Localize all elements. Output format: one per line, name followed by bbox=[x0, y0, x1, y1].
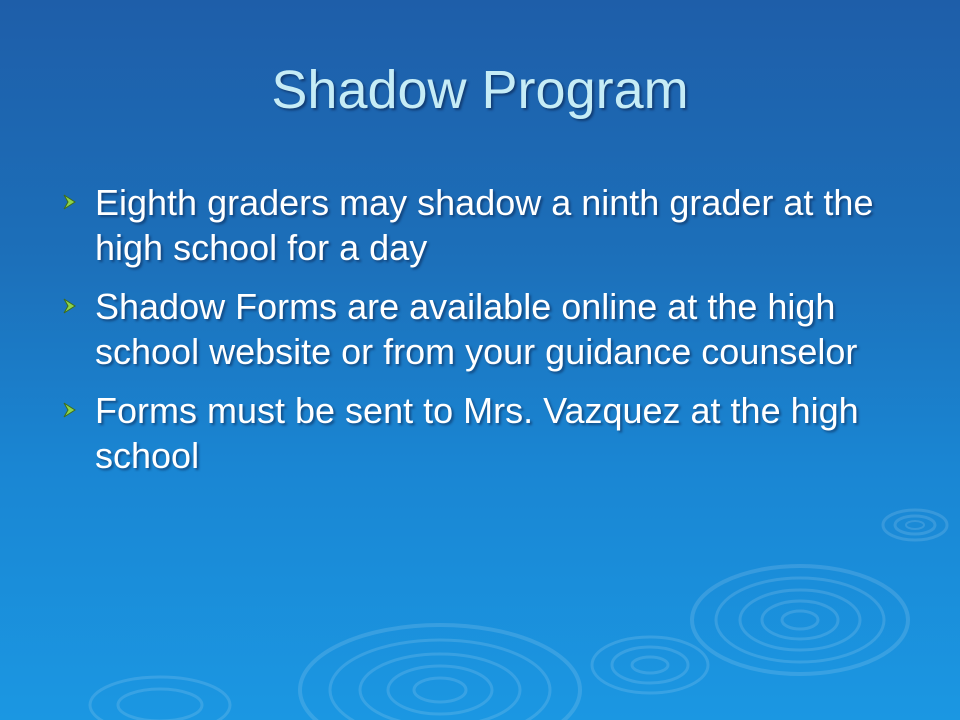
bullet-item bbox=[60, 180, 940, 270]
bullet-item bbox=[60, 388, 940, 478]
slide-title: Shadow Program bbox=[271, 60, 689, 120]
bullet-text: Shadow Forms are available online at the high school website or from your guidance counselor bbox=[95, 286, 858, 372]
bullet-item bbox=[60, 284, 940, 374]
bullet-text: Eighth graders may shadow a ninth grader at the high school for a day bbox=[95, 182, 874, 268]
arrow-bullet-icon bbox=[60, 400, 80, 420]
arrow-bullet-icon bbox=[60, 192, 80, 212]
arrow-bullet-icon bbox=[60, 296, 80, 316]
bullet-text: Forms must be sent to Mrs. Vazquez at the high school bbox=[95, 390, 859, 476]
bullet-list bbox=[60, 180, 940, 492]
